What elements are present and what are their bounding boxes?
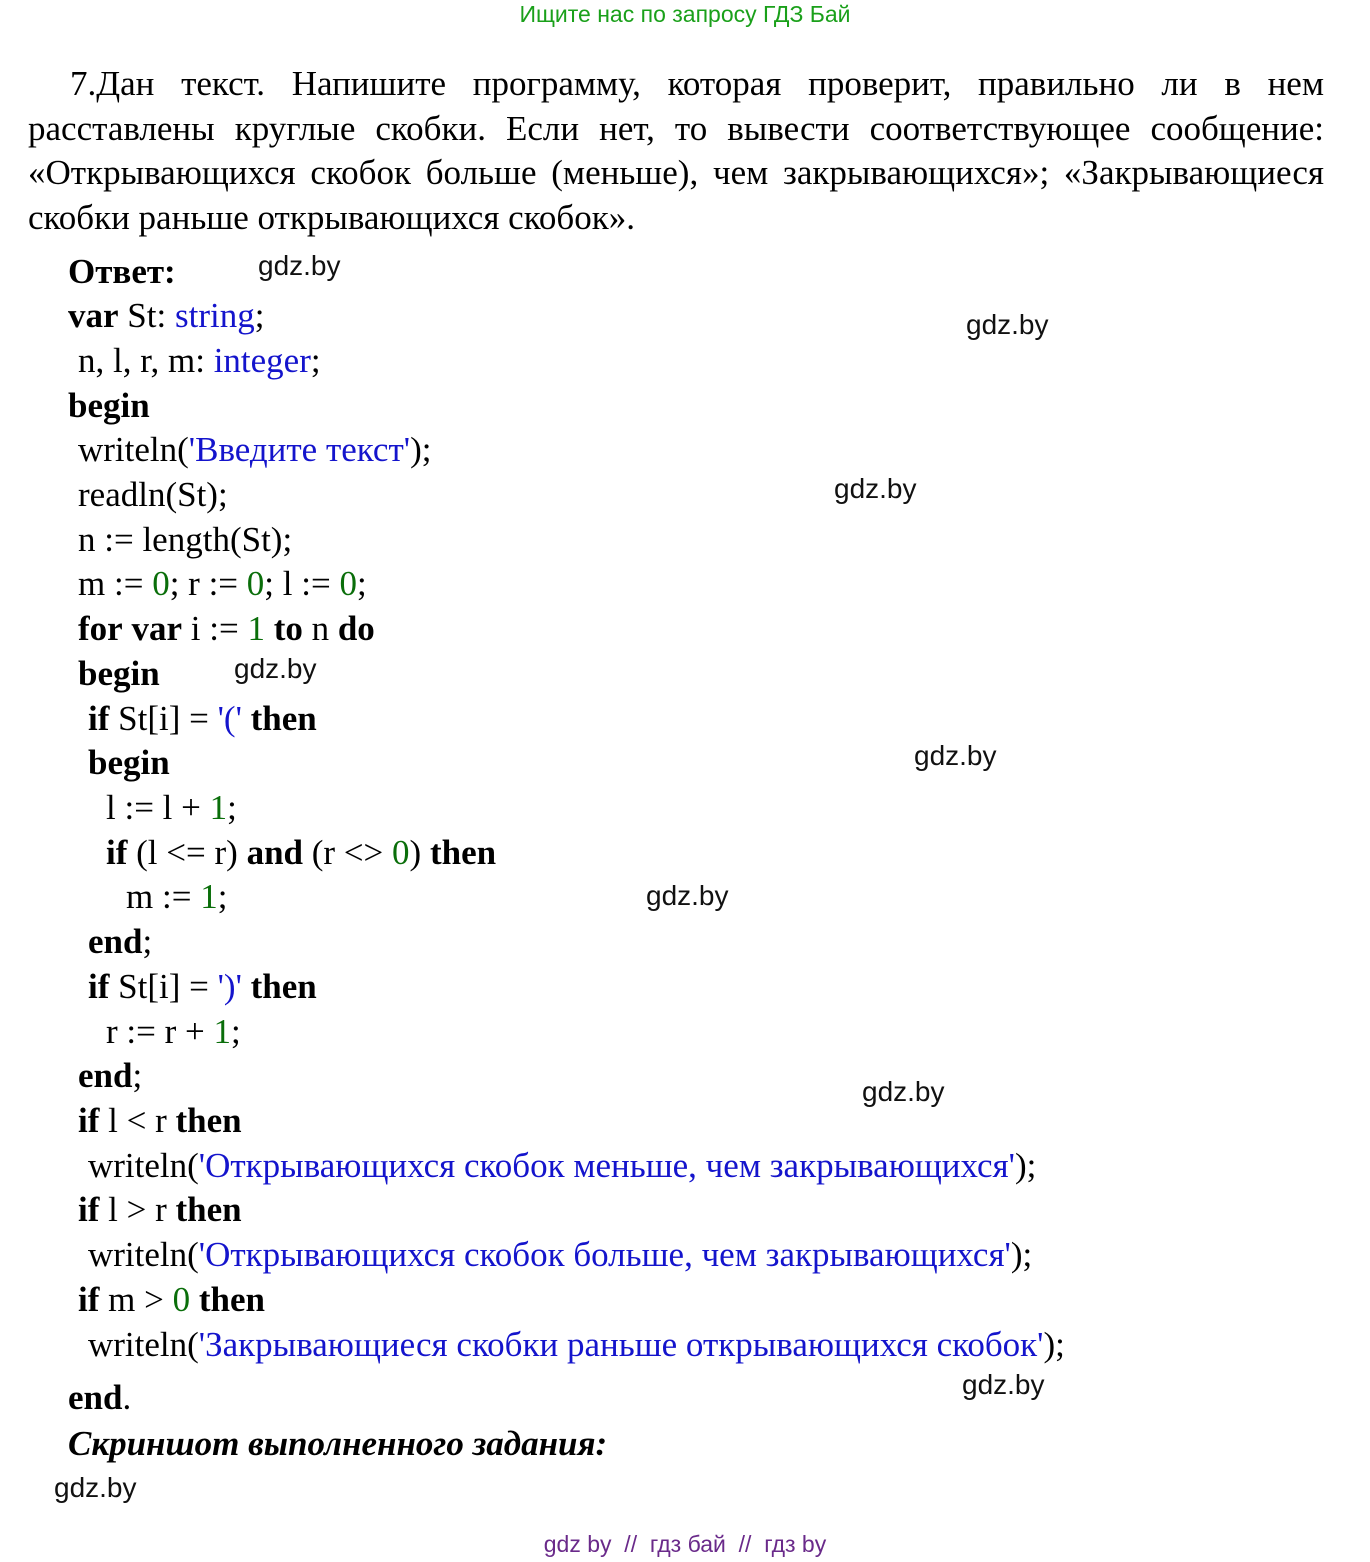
string-literal: 'Закрывающиеся скобки раньше открывающихся скобок' [198, 1325, 1044, 1364]
string-literal: ')' [217, 967, 242, 1006]
code-text: n, l, r, m: [78, 341, 214, 380]
code-text: m := [78, 564, 153, 603]
code-text [242, 699, 251, 738]
code-line-8 [78, 607, 375, 651]
code-line-15 [88, 920, 152, 964]
code-text: n := length(St); [78, 520, 293, 559]
keyword: begin [68, 386, 150, 425]
answer-label: Ответ: [68, 252, 176, 291]
code-line-23 [78, 1278, 265, 1322]
code-text: ; l := [264, 564, 340, 603]
code-text: i := [182, 609, 248, 648]
watermark: gdz.by [646, 880, 729, 911]
keyword: if [88, 699, 110, 738]
code-text: l > r [99, 1190, 176, 1229]
code-line-18 [78, 1054, 142, 1098]
keyword: and [246, 833, 303, 872]
keyword: then [250, 699, 317, 738]
keyword: begin [78, 654, 160, 693]
code-line-9 [78, 652, 160, 696]
code-text: readln(St); [78, 475, 228, 514]
number-literal: 0 [246, 564, 265, 603]
code-text: ; r := [169, 564, 247, 603]
keyword: if [88, 967, 110, 1006]
keyword: then [175, 1190, 242, 1229]
code-text: (r <> [303, 833, 393, 872]
screenshot-label: Скриншот выполненного задания: [68, 1424, 608, 1463]
keyword: var [68, 296, 119, 335]
keyword: if [78, 1190, 100, 1229]
keyword: for [78, 609, 123, 648]
header-banner: Ищите нас по запросу ГДЗ Бай [519, 1, 851, 27]
code-text: n [302, 609, 338, 648]
code-text: ; [356, 564, 367, 603]
number-literal: 0 [152, 564, 170, 603]
code-line-20 [88, 1144, 1036, 1188]
keyword: if [78, 1101, 100, 1140]
number-literal: 1 [213, 1012, 232, 1051]
code-line-22 [88, 1233, 1032, 1277]
string-literal: 'Открывающихся скобок меньше, чем закрывающихся' [198, 1146, 1015, 1185]
code-text: l < r [99, 1101, 176, 1140]
number-literal: 1 [247, 609, 265, 648]
code-text: St[i] = [109, 967, 218, 1006]
string-literal: 'Открывающихся скобок больше, чем закрывающихся' [198, 1235, 1011, 1274]
code-line-5 [78, 473, 228, 517]
code-text: ; [132, 1056, 143, 1095]
watermark: gdz.by [914, 740, 997, 771]
code-line-16 [88, 965, 317, 1009]
keyword: if [106, 833, 128, 872]
keyword: begin [88, 743, 170, 782]
code-text: ) [409, 833, 430, 872]
code-text: . [122, 1378, 132, 1417]
code-line-13 [106, 831, 496, 875]
type-name: integer [213, 341, 311, 380]
code-text: writeln( [88, 1325, 199, 1364]
keyword: end [78, 1056, 133, 1095]
keyword: then [250, 967, 317, 1006]
code-text: (l <= r) [127, 833, 247, 872]
code-line-3 [68, 384, 150, 428]
number-literal: 0 [392, 833, 410, 872]
keyword: then [198, 1280, 265, 1319]
watermark: gdz.by [234, 653, 317, 684]
watermark: gdz.by [54, 1472, 137, 1503]
footer-banner: gdz by // гдз бай // гдз by [543, 1531, 827, 1557]
number-literal: 0 [172, 1280, 191, 1319]
code-text: m > [99, 1280, 173, 1319]
code-line-4 [78, 428, 431, 472]
code-text: ; [227, 788, 237, 827]
code-line-21 [78, 1188, 242, 1232]
number-literal: 1 [209, 788, 228, 827]
code-line-19 [78, 1099, 242, 1143]
code-text: ); [1014, 1146, 1037, 1185]
keyword: if [78, 1280, 100, 1319]
watermark: gdz.by [862, 1076, 945, 1107]
code-text: ; [254, 296, 265, 335]
code-line-6 [78, 518, 292, 562]
type-name: string [174, 296, 255, 335]
keyword: end [68, 1378, 123, 1417]
code-text: St[i] = [109, 699, 218, 738]
code-text: ); [1043, 1325, 1065, 1364]
task-statement [28, 62, 1324, 241]
keyword: then [429, 833, 497, 872]
code-text: ; [310, 341, 321, 380]
code-text [265, 609, 274, 648]
code-line-24 [88, 1323, 1065, 1367]
number-literal: 0 [339, 564, 357, 603]
code-text: writeln( [88, 1235, 199, 1274]
code-text: l := l + [106, 788, 210, 827]
code-text: ); [1010, 1235, 1033, 1274]
string-literal: '(' [217, 699, 242, 738]
code-text: r := r + [106, 1012, 214, 1051]
code-text: St: [118, 296, 175, 335]
keyword: do [337, 609, 375, 648]
watermark: gdz.by [966, 309, 1049, 340]
code-text [242, 967, 251, 1006]
code-line-1 [68, 294, 264, 338]
code-line-2 [78, 339, 321, 383]
watermark: gdz.by [834, 473, 917, 504]
code-text: m := [126, 877, 201, 916]
task-text: 7.Дан текст. Напишите программу, которая проверит, правильно ли в нем расставлены круглые скобки. Если нет, то вывести соответствующее сообщение: «Открывающихся скобок больше (меньше), чем закрывающихся»; «Закрывающиеся скобки раньше открывающихся скобок». [28, 64, 1324, 238]
code-line-12 [106, 786, 237, 830]
keyword: then [175, 1101, 242, 1140]
string-literal: 'Введите текст' [188, 430, 411, 469]
code-text: ; [217, 877, 228, 916]
code-line-14 [126, 875, 227, 919]
code-text: writeln( [78, 430, 189, 469]
code-text: ; [142, 922, 153, 961]
code-text: ; [231, 1012, 241, 1051]
code-line-10 [88, 697, 317, 741]
keyword: to [273, 609, 303, 648]
code-line-25 [68, 1376, 131, 1420]
code-text: ); [410, 430, 432, 469]
number-literal: 1 [200, 877, 218, 916]
watermark: gdz.by [962, 1369, 1045, 1400]
keyword: var [131, 609, 182, 648]
watermark: gdz.by [258, 250, 341, 281]
code-text: writeln( [88, 1146, 199, 1185]
code-line-17 [106, 1010, 241, 1054]
code-line-7 [78, 562, 367, 606]
keyword: end [88, 922, 143, 961]
code-text [190, 1280, 199, 1319]
code-line-11 [88, 741, 170, 785]
